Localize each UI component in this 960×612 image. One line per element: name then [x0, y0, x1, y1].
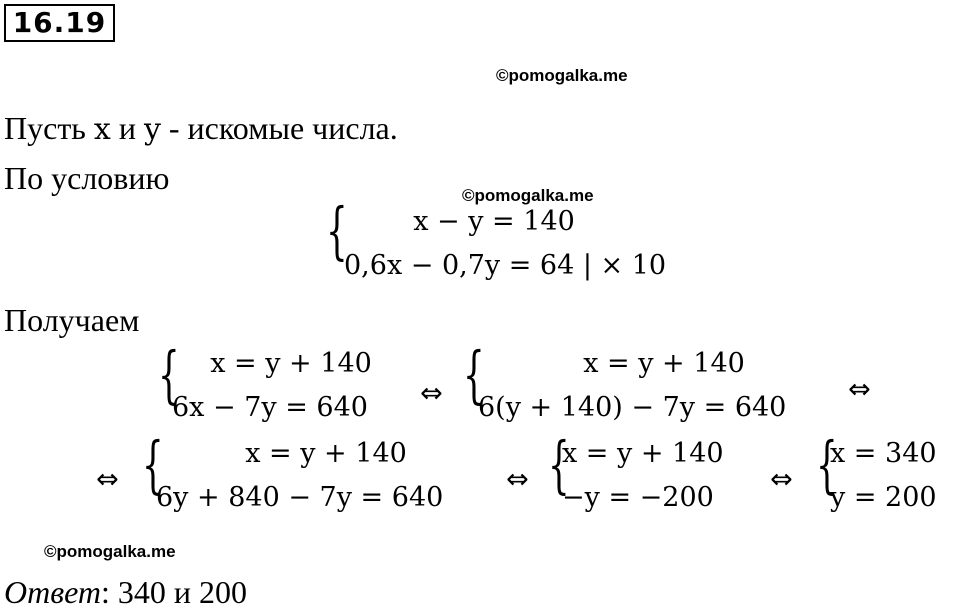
system-e-line1: x = 340 — [830, 438, 937, 469]
intro-suffix: - искомые числа. — [160, 110, 398, 146]
system-b-brace: { — [463, 338, 485, 411]
equiv-arrow-3: ⇔ — [96, 464, 119, 495]
answer-line — [4, 574, 247, 610]
watermark-bottom: ©pomogalka.me — [44, 542, 176, 561]
system-a-brace: { — [158, 338, 180, 411]
intro-var-y: y — [143, 112, 161, 147]
watermark-top: ©pomogalka.me — [496, 66, 628, 85]
intro-prefix: Пусть — [4, 110, 94, 146]
system-d-brace: { — [548, 428, 570, 501]
system-b-line1: x = y + 140 — [583, 348, 745, 379]
problem-number: 16.19 — [4, 4, 115, 42]
equiv-arrow-1: ⇔ — [420, 378, 443, 409]
intro-var-x: x — [93, 112, 111, 147]
equiv-arrow-5: ⇔ — [770, 464, 793, 495]
intro-and: и — [110, 110, 144, 146]
system-b-line2: 6(y + 140) − 7y = 640 — [478, 392, 787, 423]
system-d-line2: −y = −200 — [562, 482, 714, 513]
system-c-brace: { — [142, 428, 164, 501]
answer-text: : 340 и 200 — [101, 574, 248, 610]
system-d-line1: x = y + 140 — [562, 438, 724, 469]
system-1-brace: { — [326, 194, 348, 267]
system-1-line2: 0,6x − 0,7y = 64 | × 10 — [344, 250, 667, 281]
intro-line — [4, 110, 398, 146]
equiv-arrow-4: ⇔ — [506, 464, 529, 495]
system-a-line1: x = y + 140 — [210, 348, 372, 379]
system-e-line2: y = 200 — [830, 482, 937, 513]
result-label: Получаем — [4, 302, 140, 338]
system-e-brace: { — [816, 428, 838, 501]
system-c-line1: x = y + 140 — [245, 438, 407, 469]
system-1-line1: x − y = 140 — [413, 206, 575, 237]
answer-label: Ответ — [4, 574, 101, 610]
condition-label: По условию — [4, 160, 170, 196]
watermark-middle: ©pomogalka.me — [462, 186, 594, 205]
system-a-line2: 6x − 7y = 640 — [172, 392, 368, 423]
equiv-arrow-2: ⇔ — [848, 374, 871, 405]
system-c-line2: 6y + 840 − 7y = 640 — [156, 482, 444, 513]
